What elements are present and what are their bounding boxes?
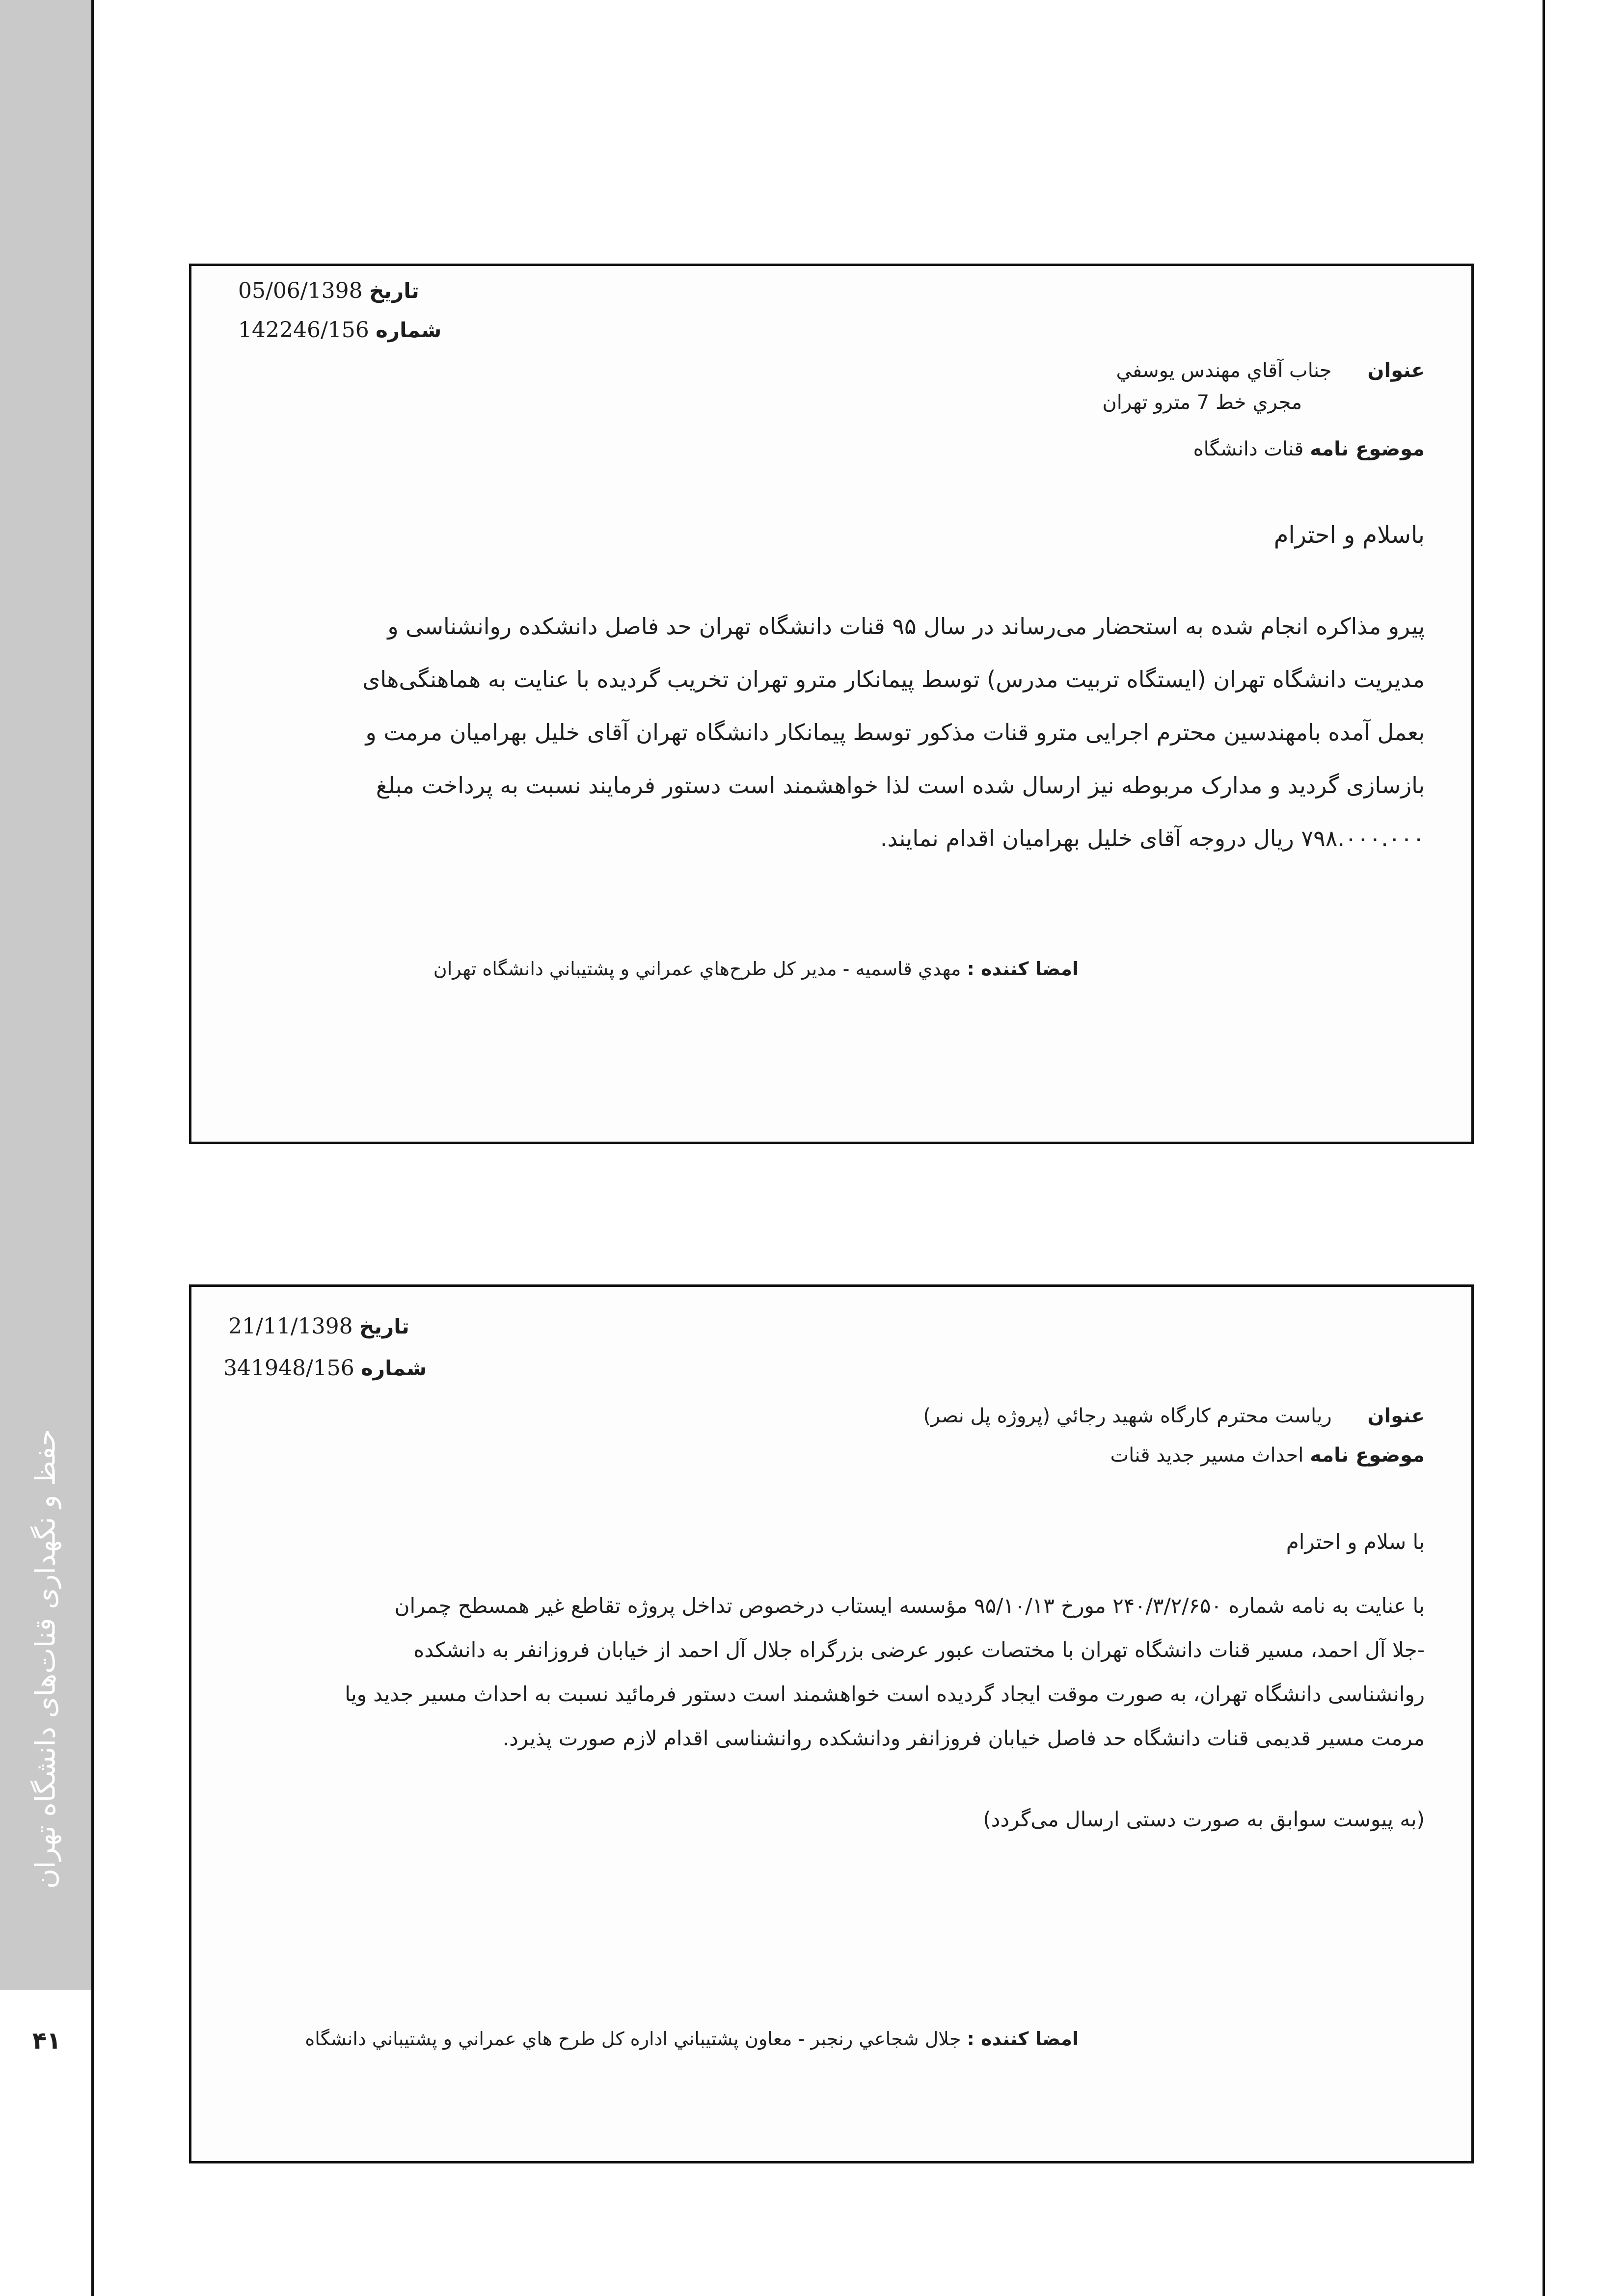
date-value: 21/11/1398 bbox=[228, 1314, 353, 1339]
signature bbox=[433, 958, 1079, 980]
recipient-line-2: مجري خط 7 مترو تهران bbox=[1102, 391, 1302, 414]
letter-number bbox=[223, 1356, 427, 1381]
subject-label: موضوع نامه bbox=[1310, 438, 1425, 460]
sidebar-band bbox=[0, 0, 91, 1990]
body-line: بازسازی گردید و مدارک مربوطه نیز ارسال شده است لذا خواهشمند است دستور فرمایند نسبت به پرداخت مبلغ bbox=[376, 772, 1425, 799]
body-line: پیرو مذاکره انجام شده به استحضار می‌رساند در سال ۹۵ قنات دانشگاه تهران حد فاصل دانشکده روانشناسی و bbox=[387, 613, 1425, 640]
date-value: 05/06/1398 bbox=[238, 278, 363, 303]
greeting: باسلام و احترام bbox=[1273, 521, 1425, 549]
letter-2 bbox=[189, 1284, 1474, 2163]
signer-value: مهدي قاسميه - مدير كل طرح‌هاي عمراني و پشتيباني دانشگاه تهران bbox=[433, 958, 961, 980]
letter-body bbox=[226, 1584, 1425, 1761]
body-line: با عنایت به نامه شماره ۲۴۰/۳/۲/۶۵۰ مورخ ۹۵/۱۰/۱۳ مؤسسه ایستاب درخصوص تداخل پروژه تقاطع غیر همسطح چمران bbox=[394, 1594, 1425, 1618]
letter-number bbox=[238, 318, 441, 343]
attachment-note: (به پیوست سوابق به صورت دستی ارسال می‌گردد) bbox=[983, 1807, 1425, 1831]
date-label: تاریخ bbox=[369, 279, 419, 303]
recipient bbox=[923, 1405, 1425, 1427]
right-rule bbox=[1543, 0, 1545, 2296]
signer-label: امضا كننده : bbox=[967, 958, 1079, 980]
recipient-label: عنوان bbox=[1367, 359, 1425, 382]
left-rule bbox=[91, 0, 94, 2296]
letter-body bbox=[238, 600, 1425, 865]
body-line: مدیریت دانشگاه تهران (ایستگاه تربیت مدرس) توسط پیمانکار مترو تهران تخریب گردیده با عنایت به هماهنگی‌های bbox=[362, 666, 1425, 693]
letter-date bbox=[238, 278, 419, 303]
page-number: ۴۱ bbox=[32, 2027, 61, 2055]
recipient-line-1: جناب آقاي مهندس يوسفي bbox=[1116, 359, 1332, 382]
subject-value: قنات دانشگاه bbox=[1193, 438, 1304, 460]
recipient-label: عنوان bbox=[1367, 1405, 1425, 1427]
recipient-line-1: رياست محترم كارگاه شهيد رجائي (پروژه پل نصر) bbox=[923, 1405, 1332, 1427]
subject bbox=[1193, 438, 1425, 460]
signer-label: امضا كننده : bbox=[967, 2028, 1079, 2050]
body-line: -جلا آل احمد، مسیر قنات دانشگاه تهران با مختصات عبور عرضی بزرگراه جلال آل احمد از خیابان فروزانفر به دانشکده bbox=[413, 1638, 1425, 1662]
number-label: شماره bbox=[376, 318, 442, 342]
greeting: با سلام و احترام bbox=[1286, 1530, 1425, 1554]
letter-1 bbox=[189, 264, 1474, 1144]
sidebar-title: حفظ و نگهداری قنات‌های دانشگاه تهران bbox=[29, 1429, 62, 1889]
date-label: تاريخ bbox=[359, 1314, 409, 1338]
body-line: مرمت مسیر قدیمی قنات دانشگاه حد فاصل خیابان فروزانفر ودانشکده روانشناسی اقدام لازم صورت پذیرد. bbox=[502, 1726, 1425, 1750]
signer-value: جلال شجاعي رنجبر - معاون پشتيباني اداره كل طرح هاي عمراني و پشتيباني دانشگاه bbox=[305, 2028, 961, 2050]
body-line: ۷۹۸.۰۰۰.۰۰۰ ریال دروجه آقای خلیل بهرامیان اقدام نمایند. bbox=[880, 825, 1425, 852]
letter-date bbox=[228, 1314, 409, 1339]
body-line: بعمل آمده بامهندسین محترم اجرایی مترو قنات مذکور توسط پیمانکار دانشگاه تهران آقای خلیل بهرامیان مرمت و bbox=[365, 719, 1425, 746]
subject-label: موضوع نامه bbox=[1310, 1444, 1425, 1467]
number-value: 142246/156 bbox=[238, 318, 369, 343]
number-value: 341948/156 bbox=[223, 1356, 354, 1381]
signature bbox=[305, 2028, 1079, 2050]
number-label: شماره bbox=[361, 1356, 427, 1380]
recipient bbox=[1116, 359, 1425, 382]
body-line: روانشناسی دانشگاه تهران، به صورت موقت ایجاد گردیده است خواهشمند است دستور فرمائید نسبت به احداث مسیر جدید ویا bbox=[345, 1682, 1425, 1706]
subject-value: احداث مسير جديد قنات bbox=[1110, 1444, 1304, 1467]
subject bbox=[1110, 1444, 1425, 1467]
